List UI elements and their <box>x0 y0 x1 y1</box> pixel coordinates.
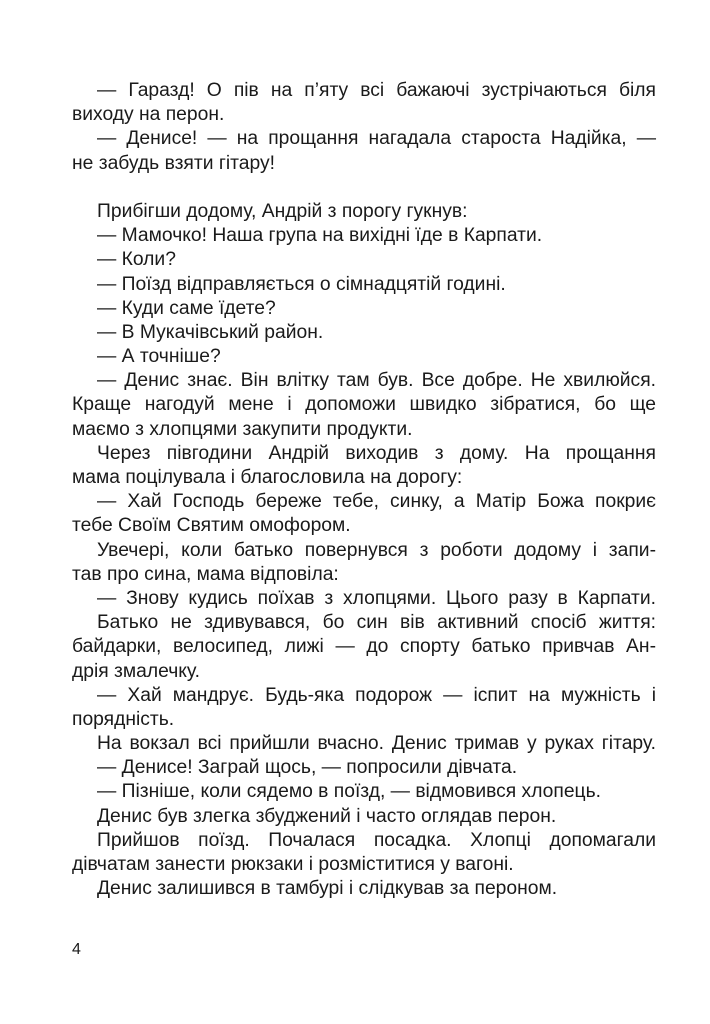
paragraph <box>72 732 656 756</box>
paragraph <box>72 805 656 829</box>
paragraph <box>72 611 656 684</box>
text-line: Прийшов поїзд. Почалася посадка. Хлопці допомагали <box>97 829 656 851</box>
text-line: Денис залишився в тамбурі і слідкував за пероном. <box>97 878 558 900</box>
paragraph <box>72 490 656 538</box>
text-line: — Денисе! Заграй щось, — попросили дівчата. <box>97 757 518 779</box>
text-line: — Знову кудись поїхав з хлопцями. Цього разу в Карпати. <box>97 587 656 609</box>
paragraph <box>72 248 656 272</box>
text-line: тав про сина, мама відповіла: <box>72 563 339 585</box>
text-line: Краще нагодуй мене і допоможи швидко зібратися, бо ще <box>72 394 656 416</box>
text-line: — Хай Господь береже тебе, синку, а Матір Божа покриє <box>97 491 656 513</box>
paragraph <box>72 224 656 248</box>
text-line: Прибігши додому, Андрій з порогу гукнув: <box>97 200 468 222</box>
paragraph <box>72 127 656 175</box>
paragraph <box>72 587 656 611</box>
text-line: мама поцілувала і благословила на дорогу: <box>72 467 463 488</box>
text-line: тебе Своїм Святим омофором. <box>72 515 351 537</box>
text-line: маємо з хлопцями закупити продукти. <box>72 418 413 440</box>
text-line: — Куди саме їдете? <box>97 297 276 319</box>
text-line: Батько не здивувався, бо син вів активний спосіб життя: <box>97 612 656 634</box>
text-line: не забудь взяти гітару! <box>72 152 275 174</box>
text-line: На вокзал всі прийшли вчасно. Денис тримав у руках гітару. <box>97 733 656 755</box>
paragraph <box>72 273 656 297</box>
text-line: Через півгодини Андрій виходив з дому. На прощання <box>97 442 656 464</box>
text-line: Увечері, коли батько повернувся з роботи додому і запи- <box>97 539 656 561</box>
text-line: байдарки, велосипед, лижі — до спорту батько привчав Ан- <box>72 636 656 658</box>
text-line: дрія змалечку. <box>72 660 200 682</box>
text-line: — А точніше? <box>97 346 221 368</box>
paragraph <box>72 200 656 224</box>
paragraph <box>72 442 656 490</box>
paragraph <box>72 829 656 877</box>
paragraph <box>72 539 656 587</box>
text-line: дівчатам занести рюкзаки і розміститися у вагоні. <box>72 854 514 875</box>
paragraph <box>72 756 656 780</box>
text-line: — В Мукачівський район. <box>97 321 324 343</box>
text-line: — Хай мандрує. Будь-яка подорож — іспит на мужність і <box>97 684 656 706</box>
text-line: — Денисе! — на прощання нагадала староста Надійка, — <box>97 128 656 150</box>
text-line: — Гаразд! О пів на п’яту всі бажаючі зустрічаються біля <box>97 80 656 101</box>
text-line: Денис був злегка збуджений і часто оглядав перон. <box>97 805 557 827</box>
paragraph <box>72 321 656 345</box>
paragraph <box>72 877 656 901</box>
paragraph <box>72 79 656 127</box>
paragraph <box>72 297 656 321</box>
text-line: — Пізніше, коли сядемо в поїзд, — відмовився хлопець. <box>97 781 601 803</box>
page-body <box>72 79 656 901</box>
text-line: — Поїзд відправляється о сімнадцятій годині. <box>97 273 506 295</box>
paragraph <box>72 684 656 732</box>
text-line: порядність. <box>72 708 175 730</box>
page-number: 4 <box>72 941 81 958</box>
text-line: — Денис знає. Він влітку там був. Все добре. Не хвилюйся. <box>97 370 656 392</box>
text-line: — Коли? <box>97 249 176 271</box>
paragraph <box>72 345 656 369</box>
paragraph <box>72 369 656 442</box>
paragraph <box>72 780 656 804</box>
text-line: — Мамочко! Наша група на вихідні їде в Карпати. <box>97 225 543 247</box>
paragraph-gap <box>72 176 656 200</box>
text-line: виходу на перон. <box>72 104 225 126</box>
